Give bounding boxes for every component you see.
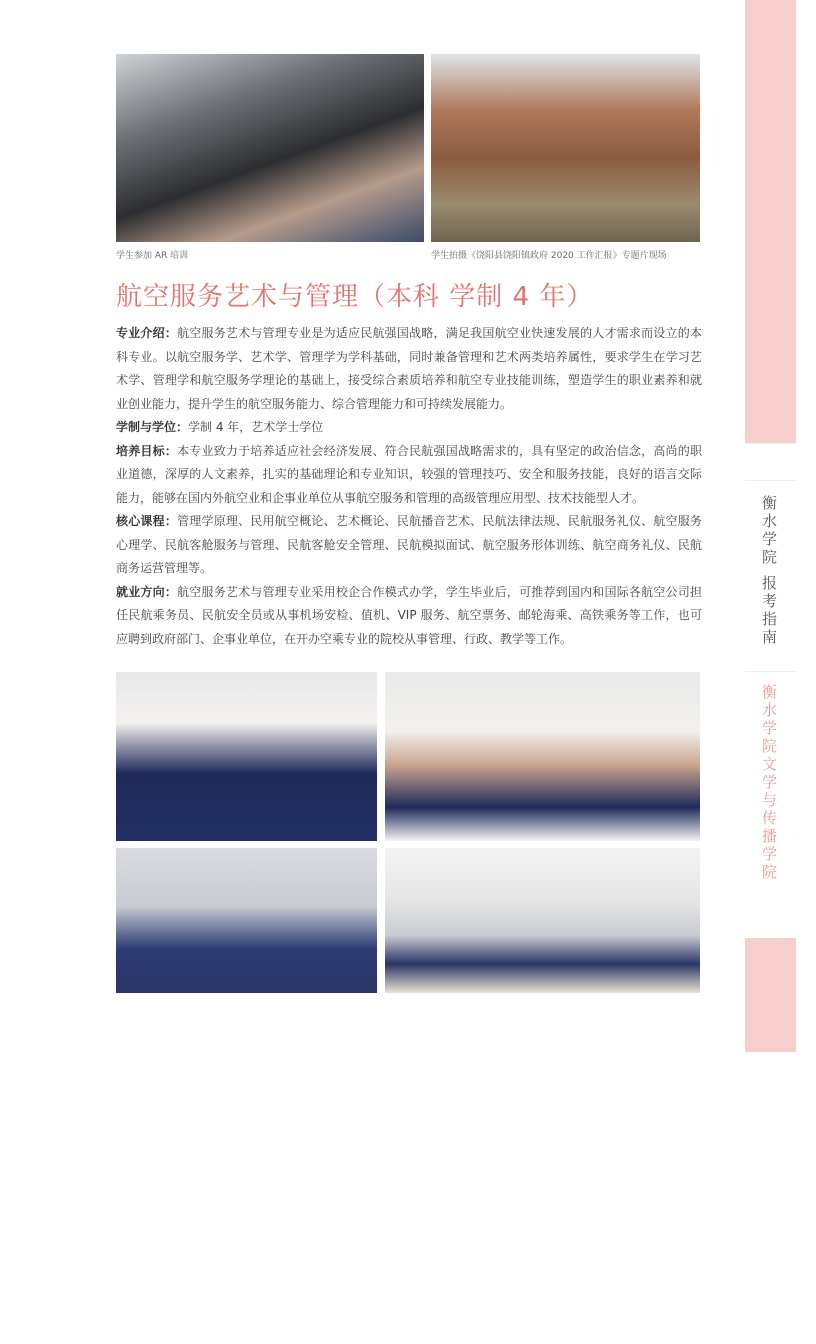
photo-computer-lab — [385, 848, 700, 993]
caption-left: 学生参加 AR 培训 — [116, 251, 189, 261]
section-text: 航空服务艺术与管理专业是为适应民航强国战略，满足我国航空业快速发展的人才需求而设立的本科专业。以航空服务学、艺术学、管理学为学科基础，同时兼备管理和艺术两类培养属性，要求学生在学习艺术学、管理学和航空服务学理论的基础上，接受综合素质培养和航空专业技能训练，塑造学生的职业素养和就业创业能力，提升学生的航空服务能力、综合管理能力和可持续发展能力。 — [116, 326, 702, 411]
sidebar-guide-tab — [745, 480, 796, 672]
section-label: 专业介绍： — [116, 326, 178, 340]
section-goal — [116, 440, 702, 511]
page-title: 航空服务艺术与管理（本科 学制 4 年） — [116, 282, 594, 312]
section-text: 本专业致力于培养适应社会经济发展、符合民航强国战略需求的，具有坚定的政治信念，高尚的职业道德，深厚的人文素养，扎实的基础理论和专业知识，较强的管理技巧、安全和服务技能，良好的语言交际能力，能够在国内外航空业和企事业单位从事航空服务和管理的高级管理应用型、技术技能型人才。 — [116, 443, 702, 505]
section-degree — [116, 416, 702, 440]
sidebar-spacer — [745, 443, 796, 480]
photo-handshake — [116, 672, 377, 841]
section-career — [116, 581, 702, 652]
sidebar-guide-label: 衡水学院 报考指南 — [760, 495, 778, 647]
sidebar-college-label: 衡水学院文学与传播学院 — [760, 684, 778, 882]
caption-right: 学生拍摄《饶阳县饶阳镇政府 2020 工作汇报》专题片现场 — [431, 251, 667, 261]
photo-cabin-simulator — [116, 848, 377, 993]
photo-ar-training — [116, 54, 424, 242]
section-text: 学制 4 年，艺术学士学位 — [188, 420, 324, 434]
section-label: 核心课程： — [116, 514, 178, 528]
photo-filming-site — [431, 54, 700, 242]
section-intro — [116, 322, 702, 416]
section-text: 管理学原理、民用航空概论、艺术概论、民航播音艺术、民航法律法规、民航服务礼仪、航空服务心理学、民航客舱服务与管理、民航客舱安全管理、民航模拟面试、航空服务形体训练、航空商务礼仪、民航商务运营管理等。 — [116, 514, 702, 575]
section-text: 航空服务艺术与管理专业采用校企合作模式办学，学生毕业后，可推荐到国内和国际各航空公司担任民航乘务员、民航安全员或从事机场安检、值机、VIP 服务、航空票务、邮轮海乘、高铁乘务等工作，也可应聘到政府部门、企事业单位，在开办空乘专业的院校从事管理、行政、教学等工作。 — [116, 584, 702, 646]
photo-training-room — [385, 672, 700, 841]
sidebar-pink-bottom — [745, 938, 796, 1052]
sidebar-pink-top — [745, 0, 796, 443]
section-courses — [116, 510, 702, 581]
major-description — [116, 322, 702, 651]
section-label: 学制与学位： — [116, 420, 189, 434]
sidebar-college-tab — [745, 672, 796, 938]
section-label: 就业方向： — [116, 584, 178, 599]
section-label: 培养目标： — [116, 443, 178, 458]
